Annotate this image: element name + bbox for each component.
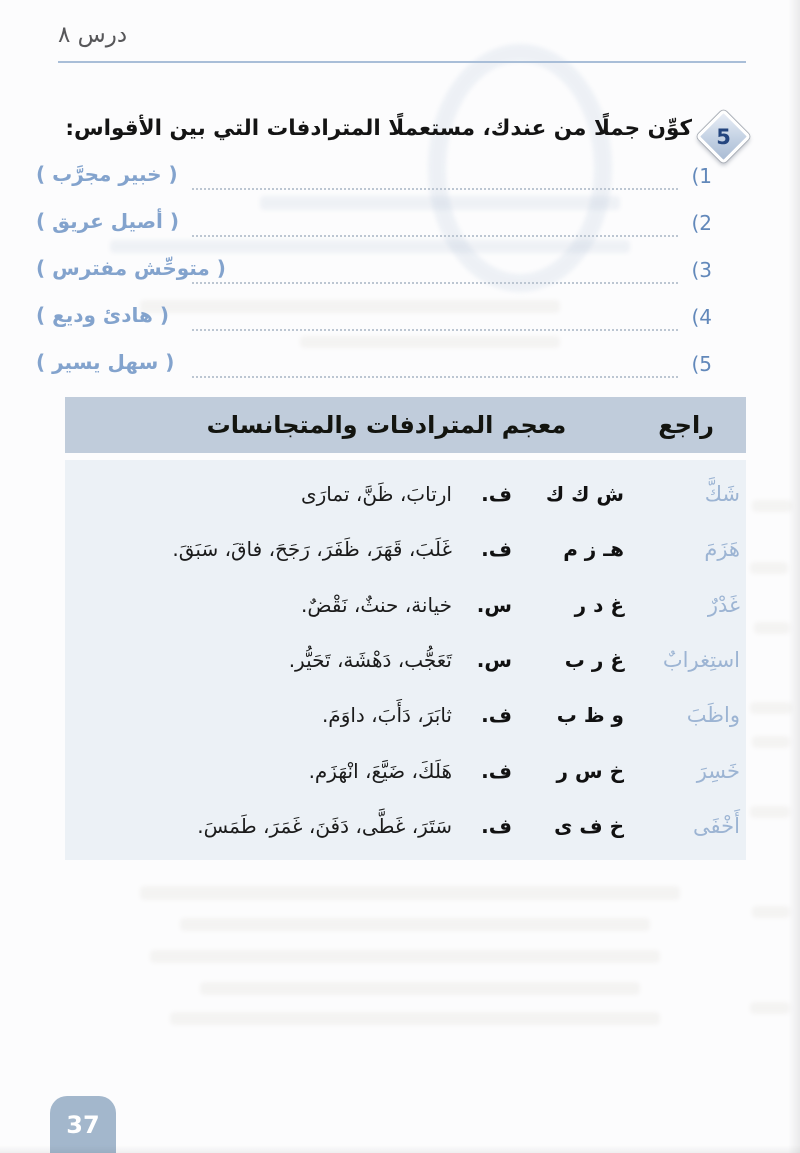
part-of-speech: ف. xyxy=(481,481,512,506)
exercise-item xyxy=(0,158,800,200)
glossary-row xyxy=(65,469,746,519)
item-number: (4 xyxy=(691,305,712,329)
headword: واظَبَ xyxy=(686,703,740,728)
bleedthrough-line xyxy=(150,950,660,963)
exercise-instruction: كوِّن جملًا من عندك، مستعملًا المترادفات التي بين الأقواس: xyxy=(65,116,692,141)
review-label: راجع xyxy=(658,411,714,439)
root-letters: غ د ر xyxy=(574,592,624,617)
synonym-pair-phrase: ( خبير مجرَّب ) xyxy=(36,162,178,186)
answer-blank-line xyxy=(192,188,678,190)
bleedthrough-word xyxy=(752,906,790,918)
glossary-table xyxy=(65,460,746,860)
glossary-row xyxy=(65,524,746,574)
root-letters: غ ر ب xyxy=(564,647,624,672)
glossary-row xyxy=(65,746,746,796)
bleedthrough-word xyxy=(750,562,788,574)
headword: هَزَمَ xyxy=(704,537,740,562)
root-letters: خ ف ى xyxy=(554,814,624,839)
synonyms-list: ثابَرَ، دَأَبَ، داوَمَ. xyxy=(321,703,452,728)
answer-blank-line xyxy=(192,282,678,284)
bleedthrough-word xyxy=(750,1002,790,1014)
page-number: 37 xyxy=(66,1110,100,1139)
glossary-row xyxy=(65,690,746,740)
item-number: (5 xyxy=(691,352,712,376)
synonyms-list: ارتابَ، ظَنَّ، تمارَى xyxy=(300,481,452,506)
synonym-pair-phrase: ( هادئ وديع ) xyxy=(36,303,170,327)
synonyms-list: سَتَرَ، غَطَّى، دَفَنَ، غَمَرَ، طَمَسَ. xyxy=(197,814,452,839)
synonyms-list: هَلَكَ، ضَيَّعَ، انْهَزَم. xyxy=(308,758,452,783)
bleedthrough-word xyxy=(752,736,790,748)
headword: شَكَّ xyxy=(704,481,740,506)
synonym-pair-phrase: ( أصيل عريق ) xyxy=(36,209,180,233)
item-number: (1 xyxy=(691,164,712,188)
part-of-speech: س. xyxy=(476,592,512,617)
headword: استِغرابٌ xyxy=(662,647,740,672)
bleedthrough-line xyxy=(180,918,650,931)
synonyms-list: تَعَجُّب، دَهْشَة، تَحَيُّر. xyxy=(288,647,452,672)
headword: أَخْفَى xyxy=(693,814,740,839)
part-of-speech: ف. xyxy=(481,703,512,728)
exercise-number-badge xyxy=(696,109,751,164)
part-of-speech: س. xyxy=(476,647,512,672)
synonym-pair-phrase: ( متوحِّش مفترس ) xyxy=(36,256,226,280)
scan-edge-shadow xyxy=(0,1145,800,1153)
headword: خَسِرَ xyxy=(696,758,740,783)
exercise-item xyxy=(0,346,800,388)
glossary-row xyxy=(65,635,746,685)
bleedthrough-line xyxy=(140,886,680,900)
exercise-item xyxy=(0,299,800,341)
lesson-label: درس ٨ xyxy=(58,22,128,48)
bleedthrough-word xyxy=(750,702,792,714)
header-divider-line xyxy=(58,61,746,63)
glossary-row xyxy=(65,801,746,851)
bleedthrough-line xyxy=(200,982,640,995)
scan-edge-shadow xyxy=(788,0,800,1153)
exercise-item xyxy=(0,252,800,294)
item-number: (2 xyxy=(691,211,712,235)
part-of-speech: ف. xyxy=(481,758,512,783)
synonyms-list: خيانة، حنثٌ، نَقْضٌ. xyxy=(301,592,452,617)
glossary-title: معجم المترادفات والمتجانسات xyxy=(206,411,567,439)
root-letters: ش ك ك xyxy=(545,481,624,506)
exercise-number: 5 xyxy=(716,124,731,149)
answer-blank-line xyxy=(192,329,678,331)
part-of-speech: ف. xyxy=(481,537,512,562)
glossary-header-bar xyxy=(65,397,746,453)
synonym-pair-phrase: ( سهل يسير ) xyxy=(36,350,175,374)
part-of-speech: ف. xyxy=(481,814,512,839)
glossary-row xyxy=(65,580,746,630)
headword: غَدْرٌ xyxy=(707,592,740,617)
root-letters: خ س ر xyxy=(556,758,624,783)
bleedthrough-word xyxy=(754,622,790,634)
synonyms-list: غَلَبَ، قَهَرَ، ظَفَرَ، رَجَحَ، فاقَ، سَبَقَ. xyxy=(172,537,452,562)
bleedthrough-line xyxy=(170,1012,660,1025)
bleedthrough-word xyxy=(752,500,792,512)
exercise-item xyxy=(0,205,800,247)
item-number: (3 xyxy=(691,258,712,282)
bleedthrough-word xyxy=(750,806,790,818)
answer-blank-line xyxy=(192,376,678,378)
root-letters: و ظ ب xyxy=(556,703,624,728)
answer-blank-line xyxy=(192,235,678,237)
root-letters: هـ ز م xyxy=(563,537,624,562)
